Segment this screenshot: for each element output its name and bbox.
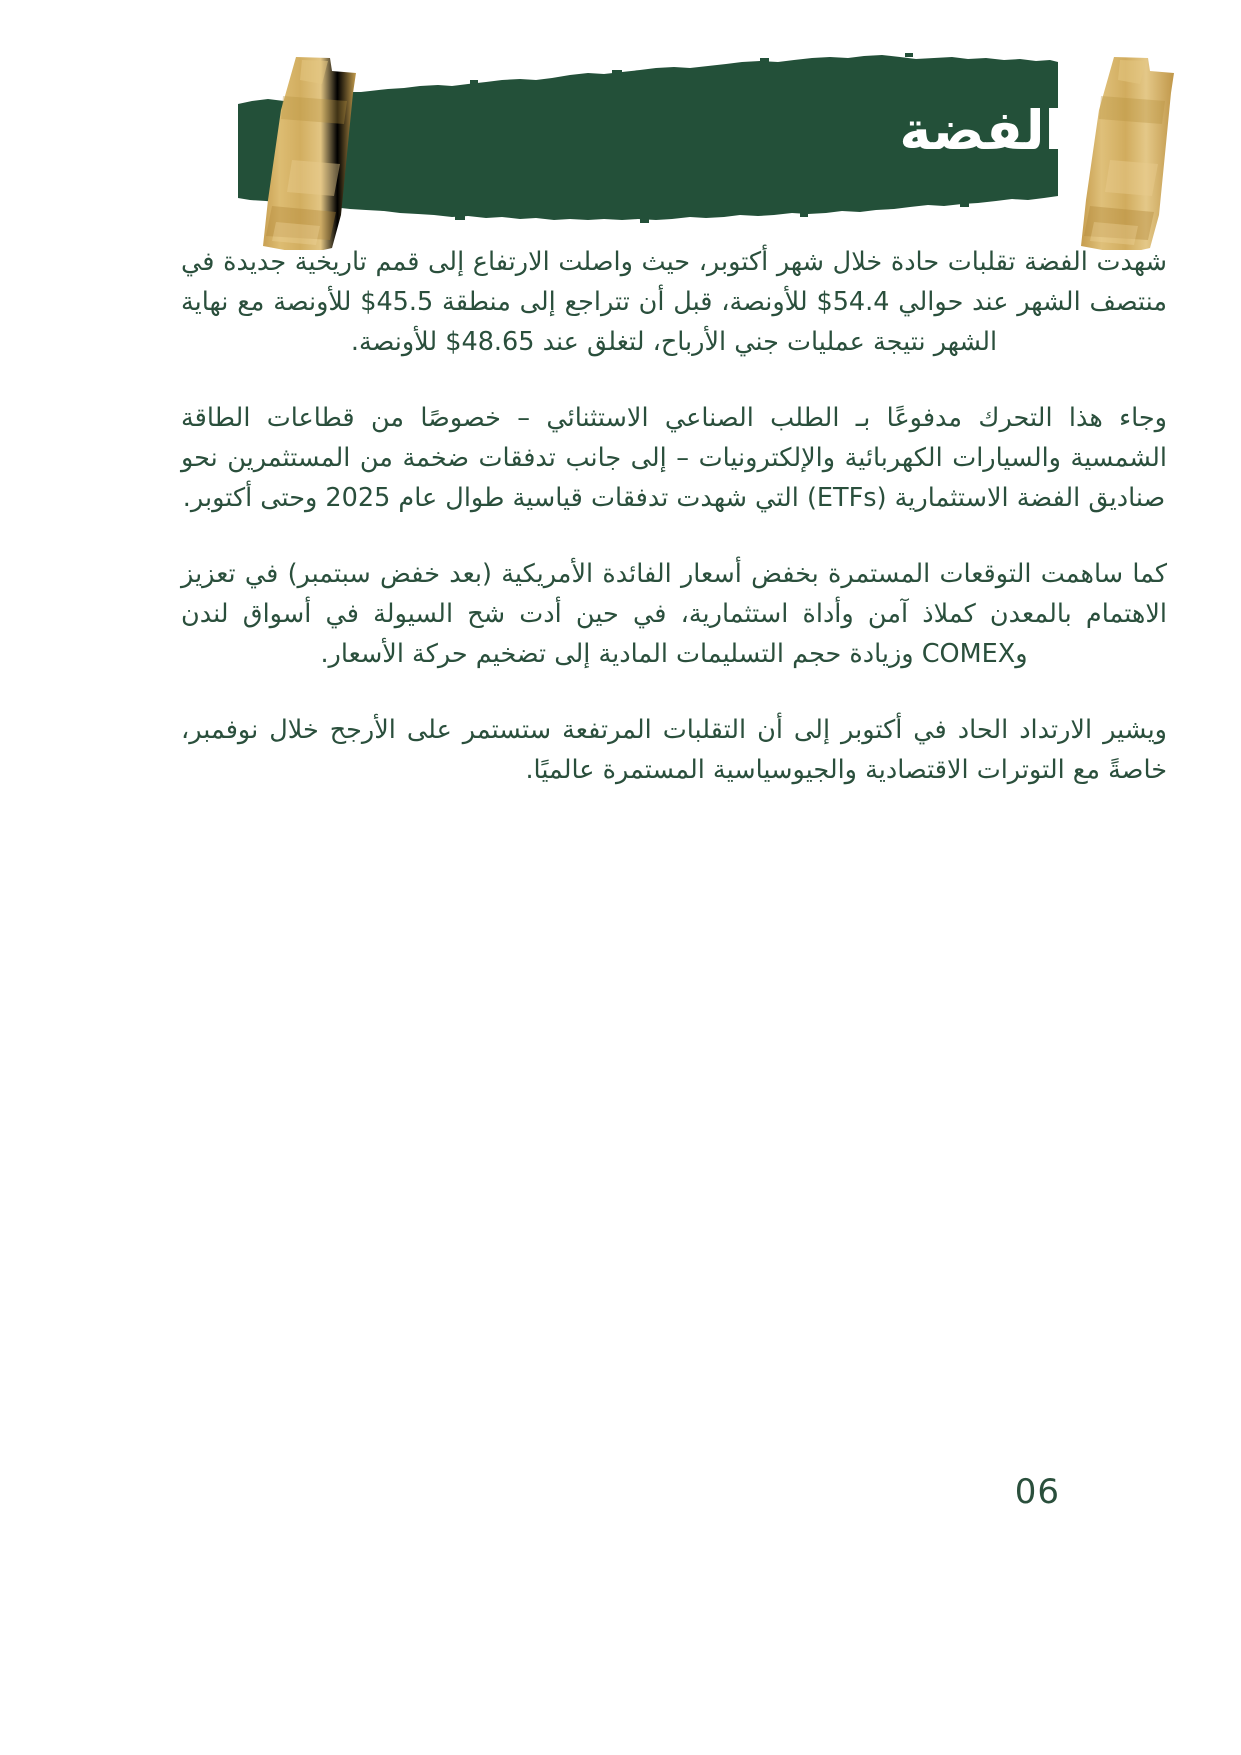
paragraph-3: كما ساهمت التوقعات المستمرة بخفض أسعار الفائدة الأمريكية (بعد خفض سبتمبر) في تعزيز الاهتمام بالمعدن كملاذ آمن وأداة استثمارية، في حين أدت شح السيولة في أسواق لندن وCOMEX وزيادة حجم التسليمات المادية إلى تضخيم حركة الأسعار. (181, 559, 1167, 669)
gold-tape-left (263, 57, 356, 250)
paragraph-4: ويشير الارتداد الحاد في أكتوبر إلى أن التقلبات المرتفعة ستستمر على الأرجح خلال نوفمبر، خاصةً مع التوترات الاقتصادية والجيوسياسية المستمرة عالميًا. (181, 715, 1167, 785)
gold-tape-right (1081, 57, 1174, 250)
page-number: 06 (1014, 1472, 1060, 1512)
article-body (181, 242, 1167, 826)
paragraph-2: وجاء هذا التحرك مدفوعًا بـ الطلب الصناعي الاستثنائي – خصوصًا من قطاعات الطاقة الشمسية والسيارات الكهربائية والإلكترونيات – إلى جانب تدفقات ضخمة من المستثمرين نحو صناديق الفضة الاستثمارية (ETFs) التي شهدت تدفقات قياسية طوال عام 2025 وحتى أكتوبر. (181, 403, 1167, 513)
paragraph-1: شهدت الفضة تقلبات حادة خلال شهر أكتوبر، حيث واصلت الارتفاع إلى قمم تاريخية جديدة في منتصف الشهر عند حوالي 54.4$ للأونصة، قبل أن تتراجع إلى منطقة 45.5$ للأونصة مع نهاية الشهر نتيجة عمليات جني الأرباح، لتغلق عند 48.65$ للأونصة. (181, 247, 1168, 357)
page-header-banner (0, 0, 1241, 250)
page-title: الفضة (899, 99, 1063, 162)
